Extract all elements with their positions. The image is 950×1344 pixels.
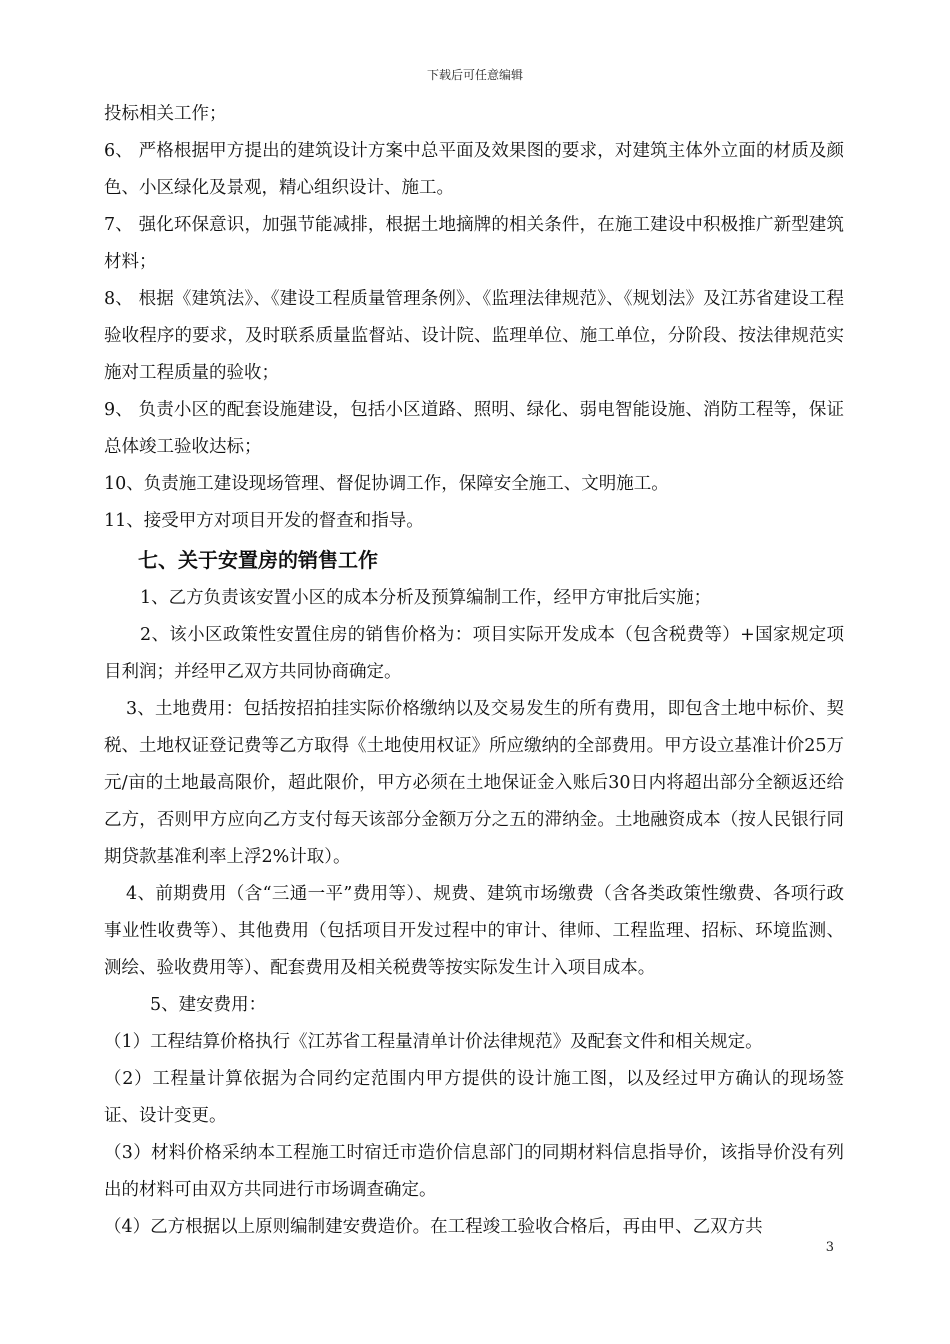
page-header-note: 下载后可任意编辑 bbox=[426, 68, 523, 82]
item-9: 9、 负责小区的配套设施建设，包括小区道路、照明、绿化、弱电智能设施、消防工程等，保证总体竣工验收达标； bbox=[104, 400, 844, 457]
section-7-item-1: 1、乙方负责该安置小区的成本分析及预算编制工作，经甲方审批后实施； bbox=[140, 588, 712, 608]
section-7-item-2: 2、该小区政策性安置住房的销售价格为：项目实际开发成本（包含税费等）+国家规定项目利润；并经甲乙双方共同协商确定。 bbox=[104, 625, 844, 682]
cost-clause-2: （2）工程量计算依据为合同约定范围内甲方提供的设计施工图，以及经过甲方确认的现场签证、设计变更。 bbox=[104, 1069, 844, 1126]
item-7: 7、 强化环保意识，加强节能减排，根据土地摘牌的相关条件，在施工建设中积极推广新型建筑材料； bbox=[104, 215, 844, 272]
item-6: 6、 严格根据甲方提出的建筑设计方案中总平面及效果图的要求，对建筑主体外立面的材质及颜色、小区绿化及景观，精心组织设计、施工。 bbox=[104, 141, 844, 198]
item-11: 11、接受甲方对项目开发的督查和指导。 bbox=[104, 511, 424, 531]
section-7-item-3: 3、土地费用：包括按招拍挂实际价格缴纳以及交易发生的所有费用，即包含土地中标价、契税、土地权证登记费等乙方取得《土地使用权证》所应缴纳的全部费用。甲方设立基准计价25万元/亩的土地最高限价，超此限价，甲方必须在土地保证金入账后30日内将超出部分全额返还给乙方，否则甲方应向乙方支付每天该部分金额万分之五的滞纳金。土地融资成本（按人民银行同期贷款基准利率上浮2%计取）。 bbox=[104, 699, 844, 867]
paragraph-continuation: 投标相关工作； bbox=[104, 104, 227, 124]
section-7-item-5: 5、建安费用： bbox=[150, 995, 267, 1015]
document-body bbox=[104, 96, 844, 1246]
section-7-item-4: 4、前期费用（含“三通一平”费用等）、规费、建筑市场缴费（含各类政策性缴费、各项行政事业性收费等）、其他费用（包括项目开发过程中的审计、律师、工程监理、招标、环境监测、测绘、验收费用等）、配套费用及相关税费等按实际发生计入项目成本。 bbox=[104, 884, 844, 978]
cost-clause-4: （4）乙方根据以上原则编制建安费造价。在工程竣工验收合格后，再由甲、乙双方共 bbox=[104, 1217, 763, 1237]
cost-clause-1: （1）工程结算价格执行《江苏省工程量清单计价法律规范》及配套文件和相关规定。 bbox=[104, 1032, 763, 1052]
section-7-title: 七、关于安置房的销售工作 bbox=[138, 548, 378, 572]
page-number: 3 bbox=[825, 1240, 834, 1255]
cost-clause-3: （3）材料价格采纳本工程施工时宿迁市造价信息部门的同期材料信息指导价，该指导价没有列出的材料可由双方共同进行市场调查确定。 bbox=[104, 1143, 844, 1200]
item-10: 10、负责施工建设现场管理、督促协调工作，保障安全施工、文明施工。 bbox=[104, 474, 669, 494]
item-8: 8、 根据《建筑法》、《建设工程质量管理条例》、《监理法律规范》、《规划法》及江苏省建设工程验收程序的要求，及时联系质量监督站、设计院、监理单位、施工单位，分阶段、按法律规范实施对工程质量的验收； bbox=[104, 289, 844, 383]
